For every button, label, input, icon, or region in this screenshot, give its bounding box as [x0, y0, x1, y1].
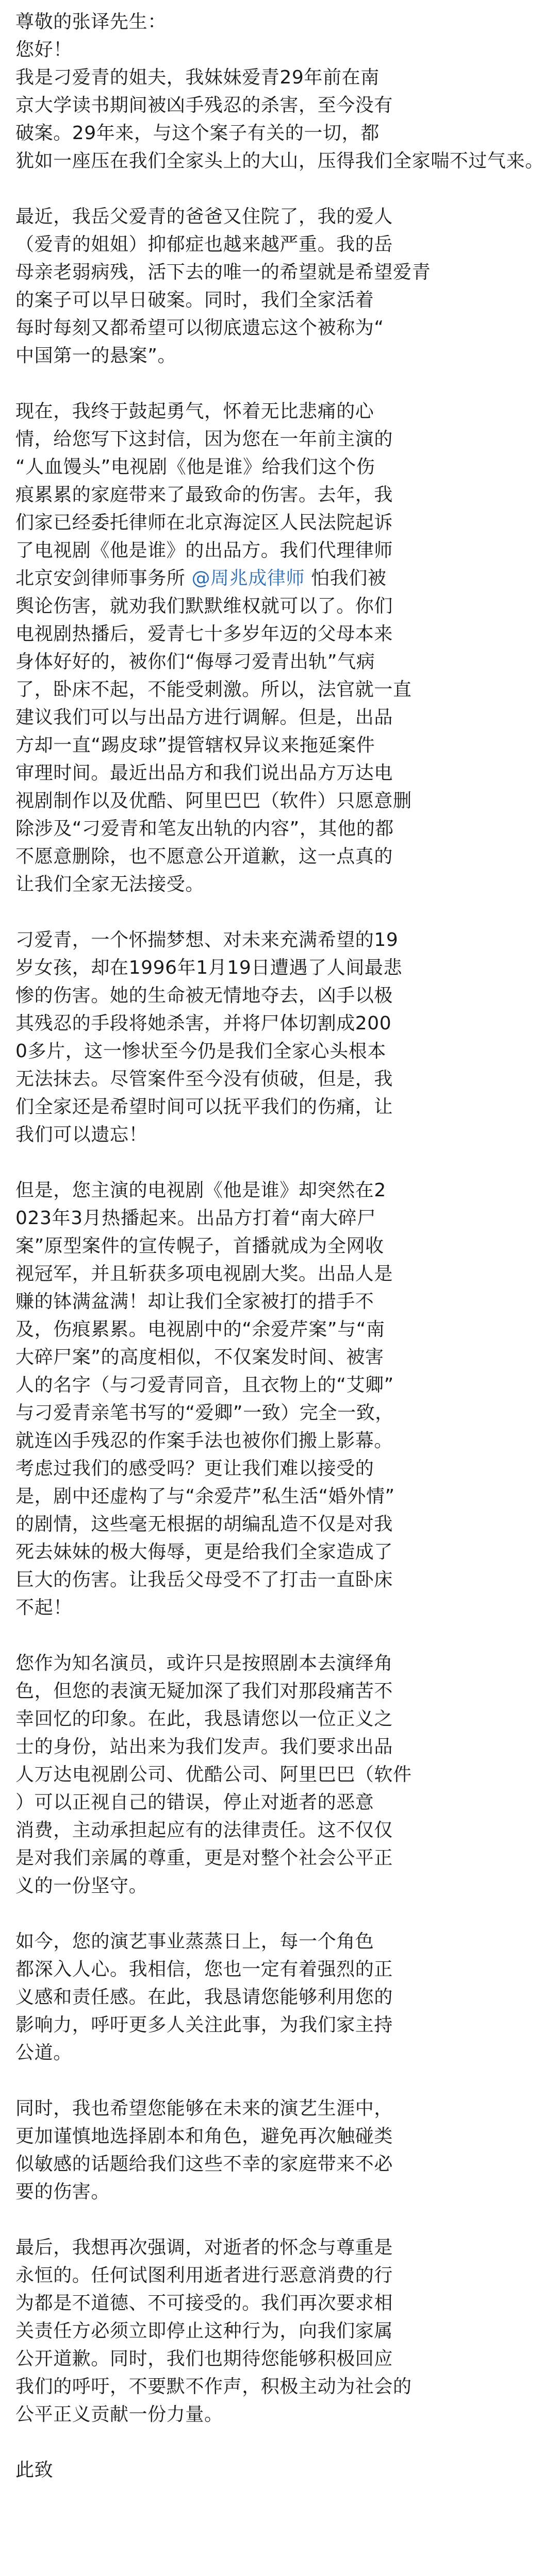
letter-line: 我们的呼吁，不要默不作声，积极主动为社会的	[15, 2376, 412, 2397]
letter-line: 们全家还是希望时间可以抚平我们的伤痛，让	[15, 1096, 393, 1117]
letter-line: （爱青的姐姐）抑郁症也越来越严重。我的岳	[15, 234, 393, 255]
paragraph-gap	[15, 1900, 439, 1928]
letter-line: 要的伤害。	[15, 2181, 110, 2202]
letter-line: 死去妹妹的极大侮辱，更是给我们全家造成了	[15, 1541, 393, 1563]
letter-line: 为都是不道德、不可接受的。我们再次要求相	[15, 2293, 393, 2314]
paragraph-gap	[15, 899, 439, 926]
letter-line: 公开道歉。同时，我们也期待您能够积极回应	[15, 2348, 393, 2369]
letter-line: 不起！	[15, 1597, 72, 1618]
letter-line: 义的一份坚守。	[15, 1875, 148, 1896]
letter-line: 是，剧中还虚构了与“余爱芹”私生活“婚外情”	[15, 1486, 395, 1507]
letter-line: 审理时间。最近出品方和我们说出品方万达电	[15, 762, 393, 784]
letter-line: 建议我们可以与出品方进行调解。但是，出品	[15, 707, 393, 728]
letter-line: 如今，您的演艺事业蒸蒸日上，每一个角色	[15, 1931, 374, 1952]
letter-line: 士的身份，站出来为我们发声。我们要求出品	[15, 1736, 393, 1757]
letter-line: ）可以正视自己的错误，停止对逝者的恶意	[15, 1792, 374, 1813]
letter-line: 都深入人心。我相信，您也一定有着强烈的正	[15, 1959, 393, 1980]
letter-line: 视剧制作以及优酷、阿里巴巴（软件）只愿意删	[15, 790, 412, 811]
letter-line: 及，伤痕累累。电视剧中的“余爱芹案”与“南	[15, 1319, 385, 1340]
letter-line: 中国第一的悬案”。	[15, 345, 177, 366]
letter-line: 案”原型案件的宣传幌子，首播就成为全网收	[15, 1235, 384, 1257]
letter-line: 每时每刻又都希望可以彻底遗忘这个被称为“	[15, 317, 384, 338]
letter-line: 义感和责任感。在此，我恳请您能够利用您的	[15, 1987, 393, 2008]
letter-line: 人的名字（与刁爱青同音，且衣物上的“艾卿”	[15, 1375, 394, 1396]
letter-line: 似敏感的话题给我们这些不幸的家庭带来不必	[15, 2154, 393, 2175]
letter-line: 的剧情，这些毫无根据的胡编乱造不仅是对我	[15, 1514, 393, 1535]
letter-line: 方却一直“踢皮球”提管辖权异议来拖延案件	[15, 735, 375, 756]
paragraph-gap	[15, 1149, 439, 1177]
letter-line: 不愿意删除，也不愿意公开道歉，这一点真的	[15, 846, 393, 867]
salutation: 尊敬的张译先生：	[15, 11, 167, 32]
paragraph-gap	[15, 1622, 439, 1650]
letter-line: 们家已经委托律师在北京海淀区人民法院起诉	[15, 512, 393, 533]
letter-line: 岁女孩，却在1996年1月19日遭遇了人间最悲	[15, 957, 403, 978]
letter-line: 其残忍的手段将她杀害，并将尸体切割成200	[15, 1013, 392, 1034]
letter-line: 现在，我终于鼓起勇气，怀着无比悲痛的心	[15, 401, 374, 422]
letter-line: 您作为知名演员，或许只是按照剧本去演绎角	[15, 1653, 393, 1674]
letter-line: 最近，我岳父爱青的爸爸又住院了，我的爱人	[15, 206, 393, 227]
letter-line: 关责任方必须立即停止这种行为，向我们家属	[15, 2320, 393, 2342]
letter-line: 就连凶手残忍的作案手法也被你们搬上影幕。	[15, 1430, 393, 1451]
paragraph-gap	[15, 2067, 439, 2095]
letter-line: 破案。29年来，与这个案子有关的一切，都	[15, 123, 380, 144]
letter-line-with-mention	[15, 565, 439, 592]
letter-line: 除涉及“刁爱青和笔友出轨的内容”，其他的都	[15, 818, 394, 839]
letter-line: 的案子可以早日破案。同时，我们全家活着	[15, 290, 374, 311]
letter-line: 最后，我想再次强调，对逝者的怀念与尊重是	[15, 2237, 393, 2258]
letter-line: 刁爱青，一个怀揣梦想、对未来充满希望的19	[15, 929, 399, 951]
lawyer-mention-link[interactable]: @周兆成律师	[191, 568, 305, 589]
letter-line: 消费，主动承担起应有的法律责任。这不仅仅	[15, 1820, 393, 1841]
letter-line: 母亲老弱病残，活下去的唯一的希望就是希望爱青	[15, 262, 431, 283]
letter-line: 电视剧热播后，爱青七十多岁年迈的父母本来	[15, 623, 393, 645]
letter-line: 永恒的。任何试图利用逝者进行恶意消费的行	[15, 2265, 393, 2286]
letter-text: 北京安剑律师事务所	[15, 568, 192, 589]
paragraph-gap	[15, 2429, 439, 2456]
letter-line: 但是，您主演的电视剧《他是谁》却突然在2	[15, 1180, 386, 1201]
letter-line: 我是刁爱青的姐夫，我妹妹爱青29年前在南	[15, 67, 380, 88]
letter-line: 023年3月热播起来。出品方打着“南大碎尸	[15, 1208, 376, 1229]
paragraph-gap	[15, 2206, 439, 2234]
letter-line: 与刁爱青亲笔书写的“爱卿”一致）完全一致，	[15, 1402, 394, 1423]
letter-line: 考虑过我们的感受吗？更让我们难以接受的	[15, 1458, 374, 1479]
letter-line: “人血馒头”电视剧《他是谁》给我们这个伤	[15, 456, 375, 478]
letter-line: 了电视剧《他是谁》的出品方。我们代理律师	[15, 540, 393, 561]
letter-line: 幸回忆的印象。在此，我恳请您以一位正义之	[15, 1708, 393, 1730]
letter-line: 痕累累的家庭带来了最致命的伤害。去年，我	[15, 484, 393, 505]
letter-line: 京大学读书期间被凶手残忍的杀害，至今没有	[15, 95, 393, 116]
closing: 此致	[15, 2460, 54, 2481]
letter-line: 舆论伤害，就劝我们默默维权就可以了。你们	[15, 596, 393, 617]
letter-line: 我们可以遗忘！	[15, 1124, 148, 1145]
paragraph-gap	[15, 175, 439, 203]
letter-line: 无法抹去。尽管案件至今没有侦破，但是，我	[15, 1069, 393, 1090]
letter-line: 大碎尸案”的高度相似，不仅案发时间、被害	[15, 1347, 384, 1368]
letter-line: 影响力，呼吁更多人关注此事，为我们家主持	[15, 2014, 393, 2036]
letter-line: 是对我们亲属的尊重，更是对整个社会公平正	[15, 1848, 393, 1869]
letter-line: 犹如一座压在我们全家头上的大山，压得我们全家喘不过气来。	[15, 150, 544, 172]
letter-line: 了，卧床不起，不能受刺激。所以，法官就一直	[15, 679, 412, 700]
greeting: 您好！	[15, 39, 72, 60]
letter-line: 更加谨慎地选择剧本和角色，避免再次触碰类	[15, 2126, 393, 2147]
letter-line: 公道。	[15, 2042, 72, 2063]
letter-line: 情，给您写下这封信，因为您在一年前主演的	[15, 429, 393, 450]
letter-line: 让我们全家无法接受。	[15, 874, 205, 895]
letter-line: 视冠军，并且斩获多项电视剧大奖。出品人是	[15, 1263, 393, 1284]
letter-line: 赚的钵满盆满！却让我们全家被打的措手不	[15, 1291, 374, 1312]
letter-line: 身体好好的，被你们“侮辱刁爱青出轨”气病	[15, 651, 375, 672]
paragraph-gap	[15, 370, 439, 398]
letter-line: 同时，我也希望您能够在未来的演艺生涯中，	[15, 2098, 393, 2119]
letter-line: 公平正义贡献一份力量。	[15, 2404, 223, 2425]
letter-line: 0多片，这一惨状至今仍是我们全家心头根本	[15, 1041, 386, 1062]
letter-line: 人万达电视剧公司、优酷公司、阿里巴巴（软件	[15, 1764, 412, 1785]
letter-line: 惨的伤害。她的生命被无情地夺去，凶手以极	[15, 985, 393, 1006]
letter-line: 色，但您的表演无疑加深了我们对那段痛苦不	[15, 1681, 393, 1702]
letter-text: 怕我们被	[305, 568, 387, 589]
letter-line: 巨大的伤害。让我岳父母受不了打击一直卧床	[15, 1569, 393, 1590]
